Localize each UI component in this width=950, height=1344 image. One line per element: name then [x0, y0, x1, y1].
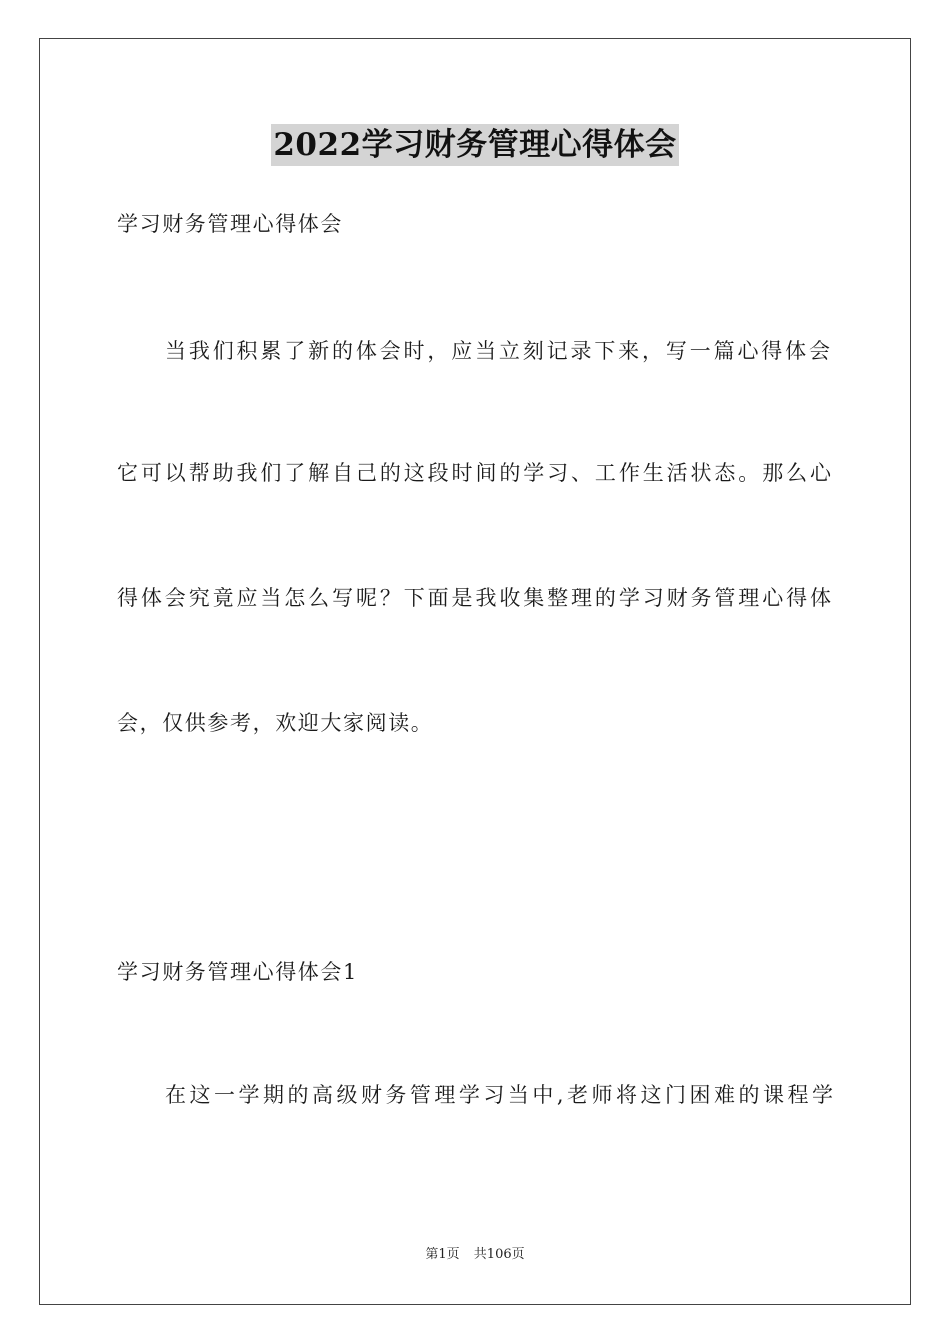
page-footer: [0, 1246, 950, 1264]
document-title: 2022学习财务管理心得体会: [271, 124, 678, 166]
subtitle-line: 学习财务管理心得体会: [117, 212, 343, 236]
page-number: 第1页: [425, 1247, 460, 1262]
paragraph-line: 在这一学期的高级财务管理学习当中,老师将这门困难的课程学: [165, 1083, 833, 1107]
paragraph-line: 它可以帮助我们了解自己的这段时间的学习、工作生活状态。那么心: [117, 461, 831, 485]
total-pages: 共106页: [473, 1247, 525, 1262]
paragraph-line: 得体会究竟应当怎么写呢？下面是我收集整理的学习财务管理心得体: [117, 586, 831, 610]
paragraph-line: 会，仅供参考，欢迎大家阅读。: [117, 711, 434, 735]
section-heading: 学习财务管理心得体会1: [117, 960, 358, 984]
title-container: [0, 124, 950, 166]
paragraph-line: 当我们积累了新的体会时，应当立刻记录下来，写一篇心得体会: [165, 339, 830, 363]
